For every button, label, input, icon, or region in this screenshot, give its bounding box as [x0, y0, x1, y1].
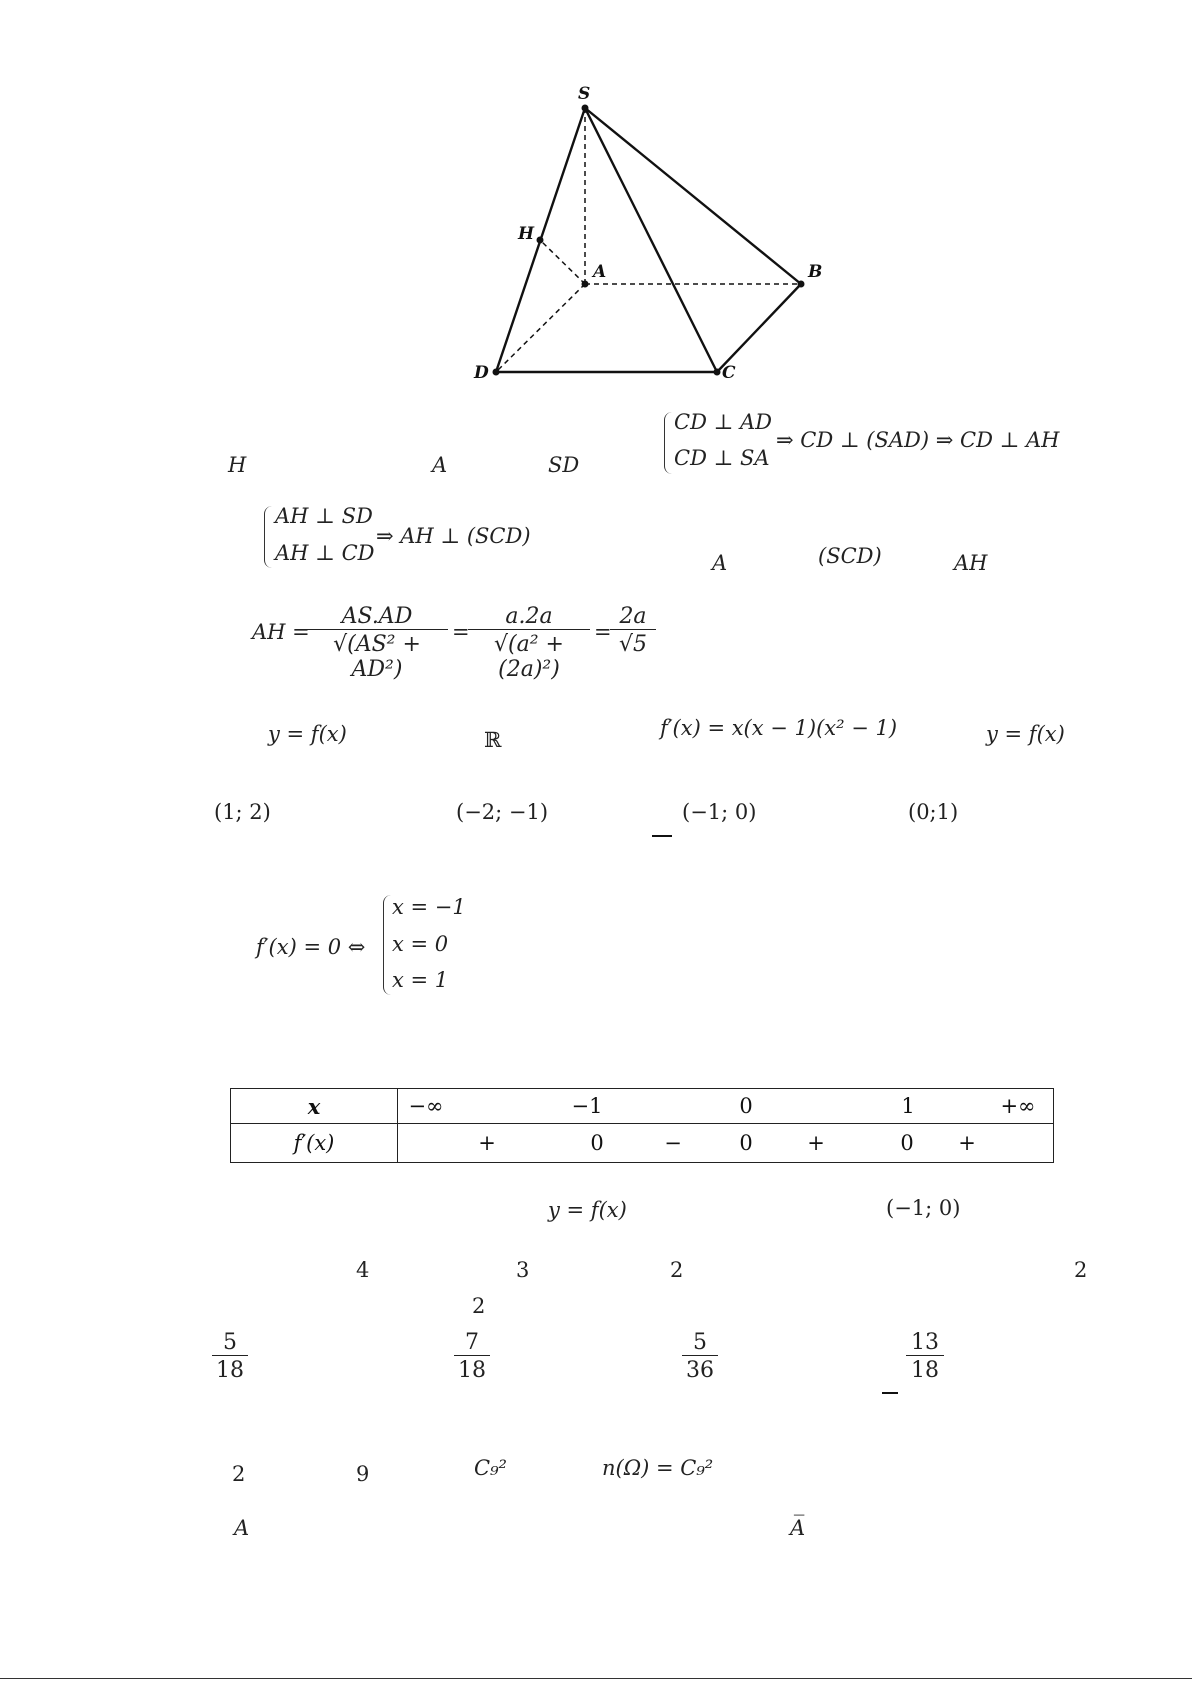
system1-row1: CD ⊥ AD	[674, 410, 773, 434]
q3-number: 2	[670, 1258, 684, 1282]
edge-SB	[585, 108, 801, 284]
event-A-complement: A̅	[790, 1516, 806, 1540]
point-H	[537, 237, 544, 244]
brace-system1	[664, 412, 673, 474]
conclusion-func: y = f(x)	[548, 1198, 627, 1222]
line3-n2: 9	[356, 1462, 370, 1486]
conclusion-interval: (−1; 0)	[886, 1196, 961, 1220]
brace-solve	[383, 895, 392, 995]
q2-option-c: (−1; 0)	[682, 800, 757, 824]
solve-root2: x = 0	[392, 932, 449, 956]
label-S: S	[578, 84, 591, 104]
edge-AD	[496, 284, 585, 372]
symbol-A: A	[432, 453, 448, 477]
q3-option-d: $\frac{13}{18}$	[906, 1330, 944, 1383]
edge-SC	[585, 108, 717, 372]
q2-answer-mark	[652, 835, 672, 837]
symbol-A-2: A	[712, 551, 728, 575]
point-B	[798, 281, 805, 288]
solve-lhs: f′(x) = 0 ⇔	[256, 935, 366, 959]
solve-root1: x = −1	[392, 895, 466, 919]
table-label-x: x	[231, 1089, 398, 1124]
q3-option-c: $\frac{5}{36}$	[682, 1330, 718, 1383]
x-value: −1	[571, 1094, 603, 1118]
symbol-H: H	[228, 453, 247, 477]
point-A	[582, 281, 589, 288]
label-C: C	[722, 363, 736, 383]
system1-implication: ⇒ CD ⊥ (SAD) ⇒ CD ⊥ AH	[776, 428, 1060, 452]
edge-CB	[717, 284, 801, 372]
point-C	[714, 369, 721, 376]
formula-ah-eq2: =	[452, 620, 470, 644]
formula-ah-frac2: $\frac{a.2a}{\text{√(a² + (2a)²)}}$	[468, 604, 590, 682]
label-B: B	[808, 262, 823, 282]
x-value: 1	[901, 1094, 915, 1118]
event-A: A	[234, 1516, 250, 1540]
x-value: 0	[739, 1094, 753, 1118]
q3-answer-mark	[882, 1392, 898, 1394]
q2-option-b: (−2; −1)	[456, 800, 549, 824]
q2-option-a: (1; 2)	[214, 800, 271, 824]
brace-system2	[264, 506, 273, 568]
fprime-value: +	[807, 1131, 825, 1155]
fprime-value: −	[664, 1131, 682, 1155]
symbol-AH: AH	[954, 551, 988, 575]
q2-option-d: (0;1)	[908, 800, 959, 824]
x-value: −∞	[408, 1094, 444, 1118]
fprime-value: 0	[900, 1131, 914, 1155]
q2-derivative: f′(x) = x(x − 1)(x² − 1)	[660, 716, 898, 740]
x-value: +∞	[1000, 1094, 1036, 1118]
q2-func2: y = f(x)	[986, 722, 1065, 746]
page-bottom-rule	[0, 1678, 1192, 1679]
q3-option-b: $\frac{7}{18}$	[454, 1330, 490, 1383]
label-H: H	[518, 224, 535, 244]
formula-ah-frac3: $\frac{2a}{√5}$	[610, 604, 656, 657]
table-row-x	[398, 1089, 1054, 1124]
system1-row2: CD ⊥ SA	[674, 446, 770, 470]
formula-ah-frac1: $\frac{AS.AD}{\text{√(AS² + AD²)}}$	[306, 604, 448, 682]
fprime-value: +	[478, 1131, 496, 1155]
q3-number: 3	[516, 1258, 530, 1282]
system2-implication: ⇒ AH ⊥ (SCD)	[376, 524, 531, 548]
q2-domain: ℝ	[484, 728, 502, 752]
q2-func: y = f(x)	[268, 722, 347, 746]
q3-option-a: $\frac{5}{18}$	[212, 1330, 248, 1383]
line3-n1: 2	[232, 1462, 246, 1486]
fprime-value: +	[958, 1131, 976, 1155]
label-D: D	[474, 363, 489, 383]
q3-number: 2	[1074, 1258, 1088, 1282]
line3-omega: n(Ω) = C₉²	[602, 1456, 714, 1480]
q3-number: 2	[472, 1294, 486, 1318]
system2-row2: AH ⊥ CD	[275, 541, 375, 565]
formula-ah-lhs: AH =	[252, 620, 310, 644]
solve-root3: x = 1	[392, 968, 449, 992]
sign-table	[230, 1088, 1054, 1163]
q3-number: 4	[356, 1258, 370, 1282]
table-row-fprime	[398, 1124, 1054, 1163]
formula-ah-eq3: =	[594, 620, 612, 644]
fprime-value: 0	[590, 1131, 604, 1155]
system2-row1: AH ⊥ SD	[275, 504, 373, 528]
symbol-SD: SD	[548, 453, 580, 477]
plane-SCD: (SCD)	[818, 544, 882, 568]
table-label-fprime: f′(x)	[231, 1124, 398, 1163]
fprime-value: 0	[739, 1131, 753, 1155]
pyramid-figure	[0, 0, 1192, 400]
point-S	[582, 105, 589, 112]
edge-AH	[540, 240, 585, 284]
label-A: A	[593, 262, 607, 282]
point-D	[493, 369, 500, 376]
line3-comb: C₉²	[474, 1456, 507, 1480]
